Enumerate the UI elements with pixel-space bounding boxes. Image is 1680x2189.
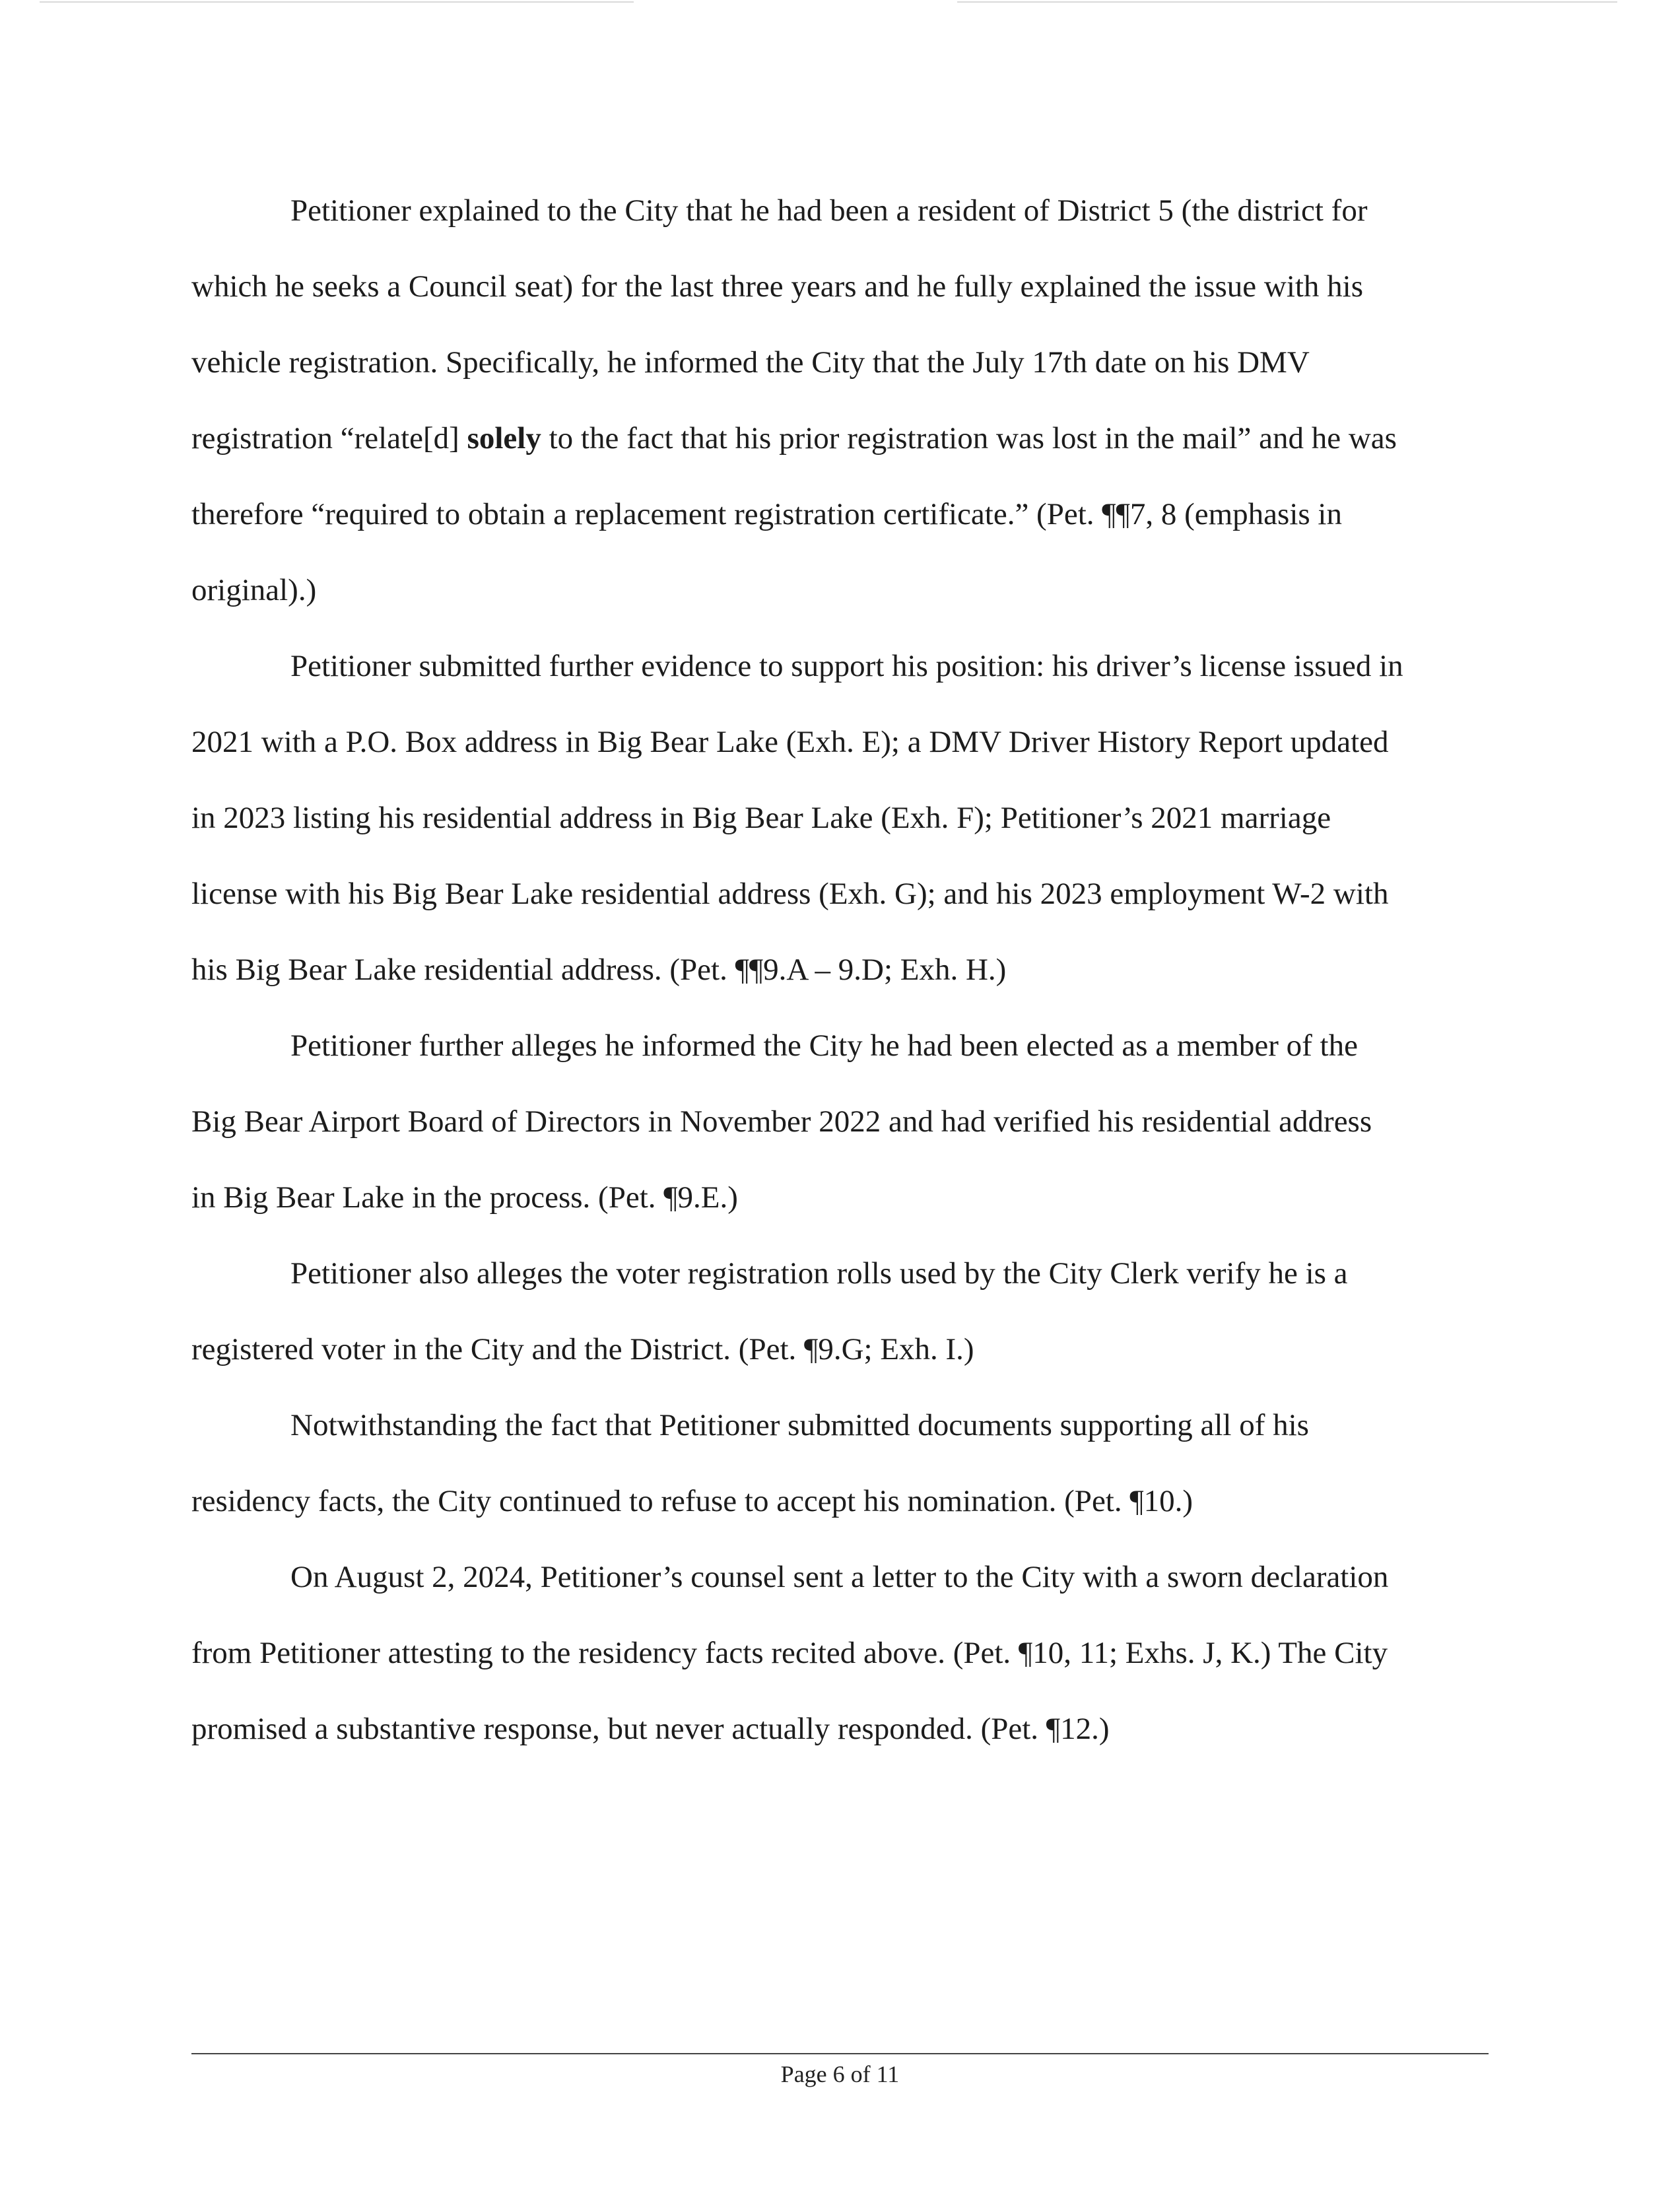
emphasis-text: solely [467, 421, 541, 455]
paragraph-line: therefore “required to obtain a replacement registration certificate.” (Pet. ¶¶7, 8 (emphasis in [191, 497, 1342, 531]
paragraph-line: promised a substantive response, but never actually responded. (Pet. ¶12.) [191, 1712, 1110, 1746]
paragraph-line: Big Bear Airport Board of Directors in November 2022 and had verified his residential address [191, 1104, 1372, 1139]
paragraph-line: Petitioner explained to the City that he had been a resident of District 5 (the district for [290, 193, 1368, 228]
paragraph-line: registered voter in the City and the District. (Pet. ¶9.G; Exh. I.) [191, 1332, 974, 1366]
paragraph-line: in Big Bear Lake in the process. (Pet. ¶9.E.) [191, 1180, 738, 1215]
paragraph-line: from Petitioner attesting to the residency facts recited above. (Pet. ¶10, 11; Exhs. J, K.) The City [191, 1636, 1388, 1670]
paragraph-line: original).) [191, 573, 317, 607]
page-number: Page 6 of 11 [780, 2061, 900, 2087]
paragraph-line: in 2023 listing his residential address in Big Bear Lake (Exh. F); Petitioner’s 2021 marriage [191, 801, 1331, 835]
line-segment: to the fact that his prior registration was lost in the mail” and he was [541, 421, 1397, 455]
line-segment: registration “relate[d] [191, 421, 467, 455]
scan-top-edge [0, 0, 1680, 7]
paragraph-line: license with his Big Bear Lake residential address (Exh. G); and his 2023 employment W-2 with [191, 877, 1389, 911]
paragraph-line: Petitioner further alleges he informed the City he had been elected as a member of the [290, 1028, 1358, 1063]
paragraph-line: Petitioner also alleges the voter registration rolls used by the City Clerk verify he is a [290, 1256, 1348, 1291]
paragraph-line: 2021 with a P.O. Box address in Big Bear Lake (Exh. E); a DMV Driver History Report updated [191, 725, 1389, 759]
paragraph-line: On August 2, 2024, Petitioner’s counsel sent a letter to the City with a sworn declaration [290, 1560, 1389, 1594]
paragraph-line [191, 419, 1397, 457]
paragraph-line: Petitioner submitted further evidence to support his position: his driver’s license issued in [290, 649, 1403, 683]
paragraph-line: which he seeks a Council seat) for the last three years and he fully explained the issue with his [191, 269, 1364, 304]
paragraph-line: vehicle registration. Specifically, he informed the City that the July 17th date on his DMV [191, 345, 1310, 380]
paragraph-line: Notwithstanding the fact that Petitioner submitted documents supporting all of his [290, 1408, 1309, 1442]
paragraph-line: his Big Bear Lake residential address. (Pet. ¶¶9.A – 9.D; Exh. H.) [191, 953, 1007, 987]
footer-divider [191, 2053, 1489, 2054]
paragraph-line: residency facts, the City continued to refuse to accept his nomination. (Pet. ¶10.) [191, 1484, 1193, 1518]
